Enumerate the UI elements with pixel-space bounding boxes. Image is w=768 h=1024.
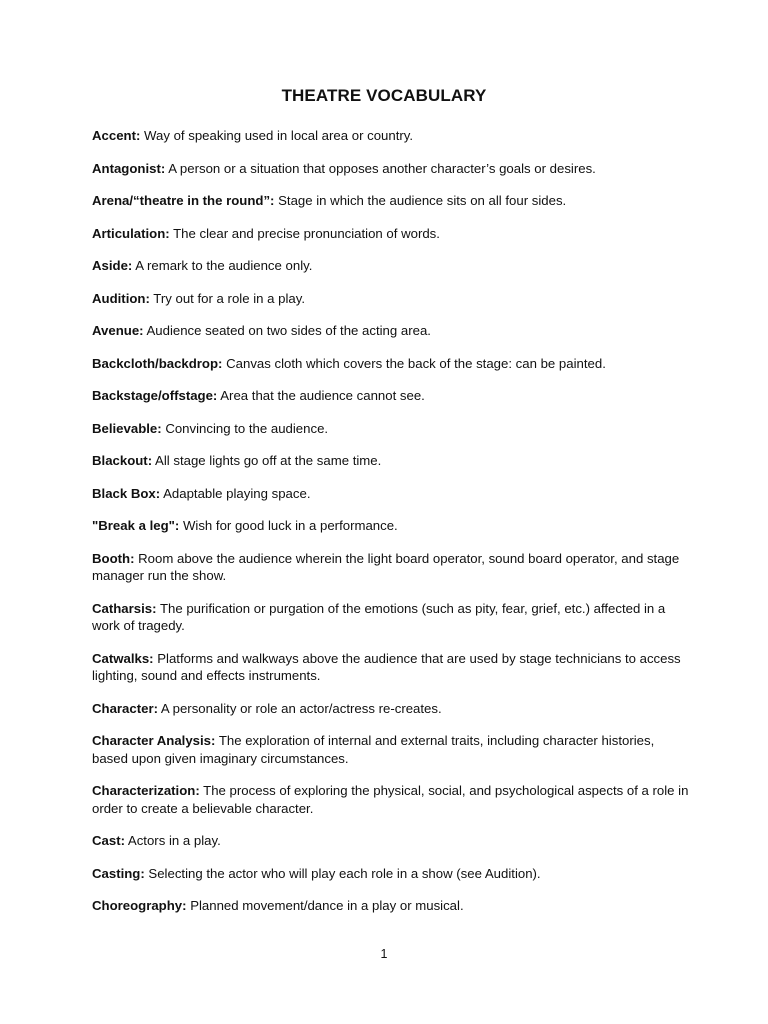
- entry-definition: The purification or purgation of the emotions (such as pity, fear, grief, etc.) affected in a work of tragedy.: [92, 600, 666, 633]
- entry-term: Casting:: [92, 865, 145, 881]
- vocabulary-entry: [92, 192, 692, 210]
- entry-definition: The exploration of internal and external traits, including character histories, based upon given imaginary circumstances.: [92, 733, 655, 766]
- vocabulary-entry: [92, 387, 692, 405]
- entry-definition: The clear and precise pronunciation of words.: [173, 225, 440, 241]
- vocabulary-entry: [92, 550, 692, 585]
- entry-definition: Adaptable playing space.: [163, 485, 311, 501]
- entry-term: Aside:: [92, 258, 133, 273]
- entry-term: "Break a leg":: [92, 518, 180, 533]
- entry-term: Character Analysis:: [92, 733, 216, 748]
- vocabulary-entry: [92, 485, 692, 503]
- vocabulary-entry: [92, 700, 692, 718]
- vocabulary-entry: [92, 897, 692, 915]
- vocabulary-entry: [92, 355, 692, 373]
- entry-term: Blackout:: [92, 453, 153, 468]
- entry-term: Backcloth/backdrop:: [92, 355, 223, 371]
- entry-term: Arena/“theatre in the round”:: [92, 193, 275, 208]
- entry-definition: Area that the audience cannot see.: [220, 388, 425, 403]
- entry-term: Catharsis:: [92, 600, 157, 616]
- entry-term: Backstage/offstage:: [92, 388, 218, 403]
- entry-definition: Convincing to the audience.: [165, 420, 329, 436]
- vocabulary-entry: [92, 517, 692, 535]
- vocabulary-list: [92, 127, 692, 930]
- entry-definition: Stage in which the audience sits on all four sides.: [278, 193, 567, 208]
- entry-definition: Try out for a role in a play.: [153, 290, 306, 306]
- entry-term: Character:: [92, 700, 158, 716]
- entry-definition: A remark to the audience only.: [135, 258, 313, 273]
- entry-definition: Platforms and walkways above the audience that are used by stage technicians to access lighting, sound and effects instruments.: [92, 650, 681, 683]
- entry-definition: Audience seated on two sides of the acting area.: [146, 323, 431, 338]
- vocabulary-entry: [92, 650, 692, 685]
- vocabulary-entry: [92, 832, 692, 850]
- entry-term: Choreography:: [92, 898, 187, 913]
- entry-term: Antagonist:: [92, 160, 166, 176]
- entry-definition: Selecting the actor who will play each role in a show (see Audition).: [148, 865, 541, 881]
- vocabulary-entry: [92, 257, 692, 275]
- entry-definition: A personality or role an actor/actress re-creates.: [160, 700, 442, 716]
- entry-term: Believable:: [92, 420, 162, 436]
- entry-term: Cast:: [92, 833, 125, 848]
- entry-term: Articulation:: [92, 225, 170, 241]
- vocabulary-entry: [92, 127, 692, 145]
- entry-definition: A person or a situation that opposes another character’s goals or desires.: [168, 160, 596, 176]
- entry-term: Black Box:: [92, 485, 161, 501]
- entry-term: Avenue:: [92, 323, 144, 338]
- entry-definition: Canvas cloth which covers the back of the stage: can be painted.: [226, 355, 606, 371]
- vocabulary-entry: [92, 420, 692, 438]
- entry-term: Accent:: [92, 128, 141, 143]
- vocabulary-entry: [92, 225, 692, 243]
- entry-term: Catwalks:: [92, 650, 154, 666]
- entry-definition: Actors in a play.: [127, 833, 221, 848]
- vocabulary-entry: [92, 732, 692, 767]
- vocabulary-entry: [92, 160, 692, 178]
- vocabulary-entry: [92, 322, 692, 340]
- page-number: 1: [380, 947, 388, 961]
- vocabulary-entry: [92, 865, 692, 883]
- entry-definition: All stage lights go off at the same time.: [155, 453, 382, 468]
- entry-definition: Way of speaking used in local area or country.: [144, 128, 414, 143]
- entry-term: Characterization:: [92, 783, 200, 798]
- entry-term: Booth:: [92, 550, 135, 566]
- vocabulary-entry: [92, 290, 692, 308]
- document-title: THEATRE VOCABULARY: [281, 86, 487, 105]
- entry-definition: Wish for good luck in a performance.: [182, 518, 398, 533]
- entry-term: Audition:: [92, 290, 150, 306]
- vocabulary-entry: [92, 452, 692, 470]
- vocabulary-entry: [92, 782, 692, 817]
- entry-definition: The process of exploring the physical, social, and psychological aspects of a role in order to create a believable character.: [92, 783, 689, 816]
- entry-definition: Room above the audience wherein the light board operator, sound board operator, and stage manager run the show.: [92, 550, 680, 583]
- entry-definition: Planned movement/dance in a play or musical.: [190, 898, 464, 913]
- vocabulary-entry: [92, 600, 692, 635]
